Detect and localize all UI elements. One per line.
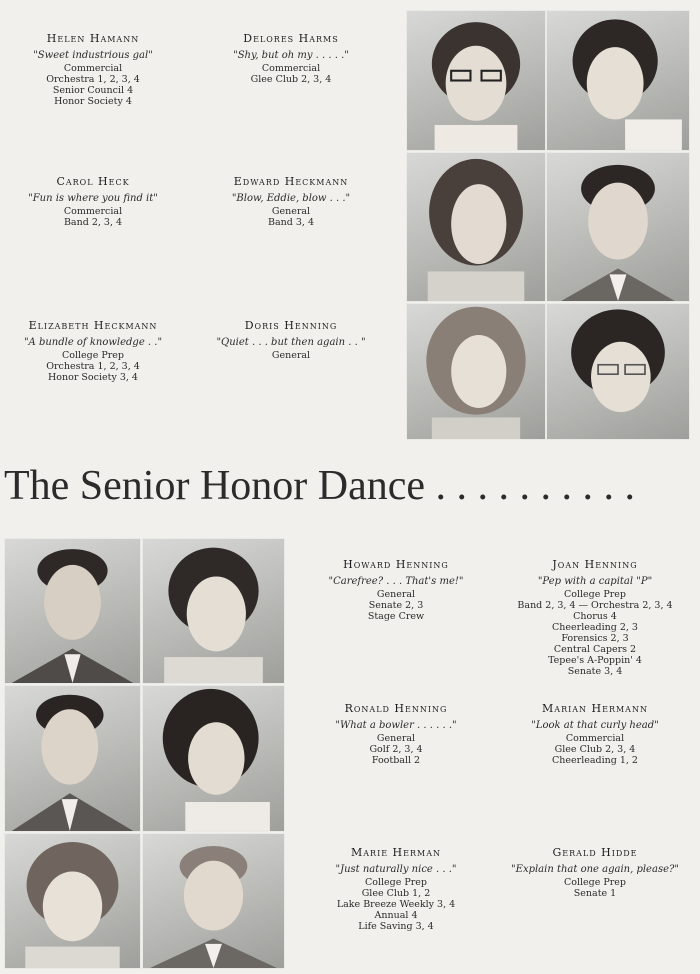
activity-line: Honor Society 3, 4 — [48, 372, 138, 383]
student-name: Howard Henning — [343, 558, 449, 571]
activity-line: General — [271, 350, 311, 361]
student-entry-marie-herman — [311, 847, 481, 932]
student-quote: "Sweet industrious gal" — [33, 50, 153, 61]
student-entry-ronald-henning — [311, 703, 481, 766]
student-name: Edward Heckmann — [233, 175, 349, 188]
activity-line: General — [376, 589, 416, 600]
student-name: Gerald Hidde — [552, 846, 638, 859]
student-quote: "Pep with a capital "P" — [537, 576, 653, 587]
activity-line: Glee Club 2, 3, 4 — [554, 744, 636, 755]
activity-line: College Prep — [61, 350, 125, 361]
activity-line: Senate 2, 3 — [368, 600, 424, 611]
student-entry-edward-heckmann — [206, 176, 376, 228]
portrait-photo-carol-heck — [406, 152, 546, 302]
student-quote: "Explain that one again, please?" — [511, 864, 679, 875]
student-entry-joan-henning — [510, 559, 680, 677]
student-quote: "A bundle of knowledge . ." — [23, 337, 163, 348]
activity-line: Lake Breeze Weekly 3, 4 — [336, 899, 456, 910]
activity-line: Golf 2, 3, 4 — [369, 744, 423, 755]
student-name: Ronald Henning — [344, 702, 448, 715]
activity-line: Band 2, 3, 4 — [63, 217, 123, 228]
activity-line: Commercial — [63, 63, 123, 74]
portrait-photo-edward-heckmann — [546, 152, 690, 302]
activity-line: Stage Crew — [367, 611, 425, 622]
activity-line: Glee Club 2, 3, 4 — [250, 74, 332, 85]
portrait-photo-joan-henning — [142, 538, 285, 684]
activity-line: Forensics 2, 3 — [561, 633, 629, 644]
activity-line: Football 2 — [371, 755, 421, 766]
activity-line: Band 2, 3, 4 — Orchestra 2, 3, 4 — [517, 600, 673, 611]
student-quote: "Blow, Eddie, blow . . ." — [231, 193, 351, 204]
student-quote: "Shy, but oh my . . . . ." — [233, 50, 349, 61]
student-quote: "Just naturally nice . . ." — [335, 864, 457, 875]
portrait-photo-elizabeth-heckmann — [406, 303, 546, 440]
activity-line: Orchestra 1, 2, 3, 4 — [46, 74, 140, 85]
activity-line: General — [271, 206, 311, 217]
student-quote: "Fun is where you find it" — [28, 193, 158, 204]
activity-line: Senior Council 4 — [52, 85, 134, 96]
student-name: Joan Henning — [552, 558, 638, 571]
student-entry-marian-hermann — [510, 703, 680, 766]
student-name: Elizabeth Heckmann — [28, 319, 158, 332]
activity-line: Band 3, 4 — [268, 217, 314, 228]
student-name: Helen Hamann — [46, 32, 140, 45]
activity-line: Senate 3, 4 — [567, 666, 623, 677]
portrait-photo-delores-harms — [546, 10, 690, 151]
student-entry-howard-henning — [311, 559, 481, 622]
activity-line: Life Saving 3, 4 — [358, 921, 434, 932]
activity-line: College Prep — [563, 877, 627, 888]
student-entry-doris-henning — [206, 320, 376, 361]
activity-line: Honor Society 4 — [54, 96, 132, 107]
portrait-photo-howard-henning — [4, 538, 141, 684]
student-entry-delores-harms — [206, 33, 376, 85]
activity-line: Chorus 4 — [573, 611, 617, 622]
activity-line: College Prep — [364, 877, 428, 888]
student-entry-helen-hamann — [8, 33, 178, 107]
portrait-photo-helen-hamann — [406, 10, 546, 151]
student-name: Marian Hermann — [542, 702, 648, 715]
activity-line: Commercial — [63, 206, 123, 217]
student-entry-carol-heck — [8, 176, 178, 228]
activity-line: Commercial — [565, 733, 625, 744]
portrait-photo-doris-henning — [546, 303, 690, 440]
activity-line: Central Capers 2 — [553, 644, 637, 655]
activity-line: Orchestra 1, 2, 3, 4 — [46, 361, 140, 372]
student-entry-gerald-hidde — [510, 847, 680, 899]
student-name: Marie Herman — [351, 846, 441, 859]
section-headline: The Senior Honor Dance . . . . . . . . . . — [4, 463, 636, 509]
portrait-photo-gerald-hidde — [142, 833, 285, 969]
activity-line: Glee Club 1, 2 — [361, 888, 431, 899]
activity-line: Commercial — [261, 63, 321, 74]
student-quote: "Look at that curly head" — [531, 720, 659, 731]
activity-line: Cheerleading 2, 3 — [552, 622, 638, 633]
student-name: Doris Henning — [244, 319, 338, 332]
portrait-photo-marie-herman — [4, 833, 141, 969]
activity-line: General — [376, 733, 416, 744]
activity-line: College Prep — [563, 589, 627, 600]
student-quote: "Quiet . . . but then again . . " — [216, 337, 366, 348]
student-quote: "Carefree? . . . That's me!" — [328, 576, 464, 587]
student-entry-elizabeth-heckmann — [8, 320, 178, 383]
portrait-photo-marian-hermann — [142, 685, 285, 832]
activity-line: Annual 4 — [374, 910, 418, 921]
activity-line: Senate 1 — [573, 888, 617, 899]
activity-line: Tepee's A-Poppin' 4 — [548, 655, 642, 666]
portrait-photo-ronald-henning — [4, 685, 141, 832]
student-name: Delores Harms — [243, 32, 339, 45]
student-name: Carol Heck — [56, 175, 130, 188]
activity-line: Cheerleading 1, 2 — [552, 755, 638, 766]
student-quote: "What a bowler . . . . . ." — [335, 720, 457, 731]
